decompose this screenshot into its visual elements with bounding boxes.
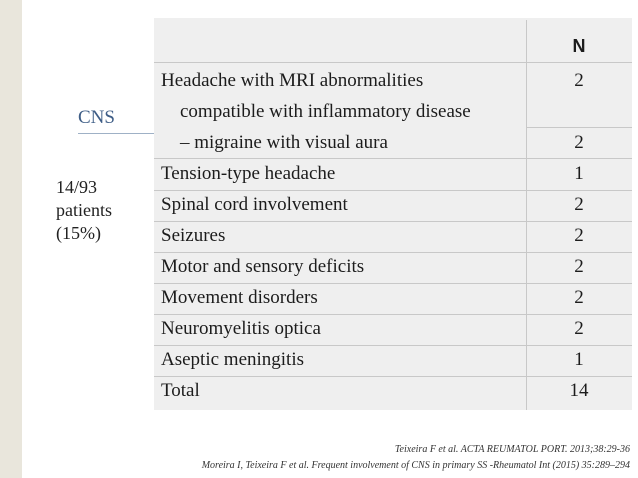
- row-value-meningitis: 1: [574, 349, 584, 370]
- section-title: CNS: [78, 107, 115, 128]
- row-label-neuromyelitis: Neuromyelitis optica: [161, 318, 321, 339]
- row-label-total: Total: [161, 380, 200, 401]
- row-rule: [154, 252, 632, 253]
- row-rule: [154, 345, 632, 346]
- citation-2: Moreira I, Teixeira F et al. Frequent involvement of CNS in primary SS -Rheumatol Int (2015) 35:289–294: [201, 460, 630, 471]
- row-rule: [154, 314, 632, 315]
- row-value-movement: 2: [574, 287, 584, 308]
- row-label-movement: Movement disorders: [161, 287, 318, 308]
- row-label-headache-mri: Headache with MRI abnormalities: [161, 70, 424, 91]
- citation-1: Teixeira F et al. ACTA REUMATOL PORT. 2013;38:29-36: [394, 444, 630, 455]
- header-rule: [154, 62, 632, 63]
- row-value-spinal: 2: [574, 194, 584, 215]
- row-value-migraine: 2: [574, 132, 584, 153]
- patient-stat: [56, 176, 112, 245]
- row-rule: [154, 283, 632, 284]
- stat-line-percent: (15%): [56, 223, 101, 243]
- row-value-total: 14: [569, 380, 589, 401]
- row-value-seizures: 2: [574, 225, 584, 246]
- row-label-motor: Motor and sensory deficits: [161, 256, 365, 277]
- row-value-tension: 1: [574, 163, 584, 184]
- row-label-seizures: Seizures: [161, 225, 226, 246]
- row-label-meningitis: Aseptic meningitis: [161, 349, 305, 370]
- row-label-tension: Tension-type headache: [161, 163, 336, 184]
- row-value-motor: 2: [574, 256, 584, 277]
- stat-line-label: patients: [56, 200, 112, 220]
- row-rule: [154, 190, 632, 191]
- header-n: N: [572, 36, 586, 56]
- row-value-headache-mri: 2: [574, 70, 584, 91]
- row-label-spinal: Spinal cord involvement: [161, 194, 348, 215]
- row-label-headache-mri-cont: compatible with inflammatory disease: [180, 101, 471, 122]
- row-value-neuromyelitis: 2: [574, 318, 584, 339]
- title-underline: [78, 133, 154, 134]
- row-rule: [526, 127, 632, 128]
- row-rule: [154, 158, 632, 159]
- stat-line-count: 14/93: [56, 177, 98, 197]
- decorative-left-band: [0, 0, 22, 478]
- row-label-migraine: – migraine with visual aura: [180, 132, 388, 153]
- row-rule: [154, 221, 632, 222]
- row-rule: [154, 376, 632, 377]
